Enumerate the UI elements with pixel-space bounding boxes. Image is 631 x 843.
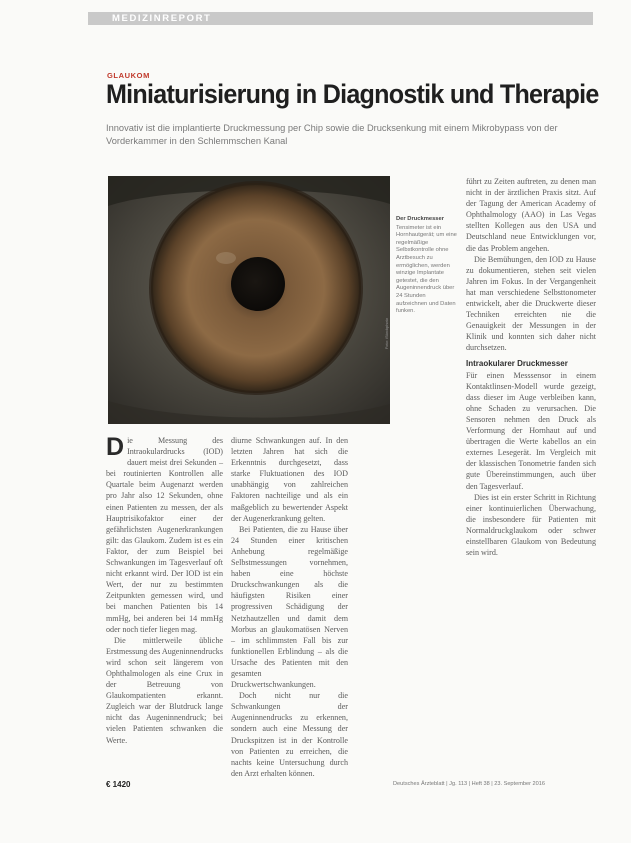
paragraph: Die Bemühungen, den IOD zu Hause zu dokumentieren, stehen seit vielen Jahren im Fokus. In der Vergangenheit hat man verschiedene Selbsttonometer entwickelt, aber die Druckwerte dieser Techniken erreichten nie die Genauigkeit der Messungen in der Klinik und konnten sich daher nicht durchsetzen.	[466, 254, 596, 353]
paragraph: Bei Patienten, die zu Hause über 24 Stunden einer kritischen Anhebung regelmäßige Selbstmessungen vornehmen, haben eine höchste Druckschwankungen als die häufigsten Risiken einer progressiven Schädigung der Netzhautzellen und damit dem Morbus an glaukomatösen Nerven – im schlimmsten Fall bis zur funktionellen Erblindung – als die Ursache des Patienten mit den gesamten Druckwertschwankungen.	[231, 524, 348, 690]
section-label: MEDIZINREPORT	[112, 13, 212, 24]
drop-cap: D	[106, 433, 125, 461]
paragraph: Die mittlerweile übliche Erstmessung des Augeninnendrucks wird schon seit längerem von Ophthalmologen als eine Crux in der Betreuung von Glaukompatienten erkannt. Zugleich war der Blutdruck lange nicht das Augeninnendruck; bei vielen Patienten schwanken die Werte.	[106, 635, 223, 745]
paragraph	[106, 435, 223, 635]
eye-photo	[108, 176, 390, 424]
photo-credit: Foto: iStockphoto	[384, 318, 389, 350]
body-column-1	[106, 435, 223, 746]
body-column-2	[231, 435, 348, 779]
caption-title: Der Druckmesser	[396, 216, 445, 222]
image-caption	[396, 216, 458, 316]
publication-source: Deutsches Ärzteblatt | Jg. 113 | Heft 38 | 23. September 2016	[393, 781, 545, 787]
paragraph: Doch nicht nur die Schwankungen der Augeninnendrucks zu erkennen, sondern auch eine Messung der Druckspitzen ist in der Kontrolle von Patienten zu erreichen, die nachts keine Untersuchung durch den Arzt erhalten können.	[231, 691, 348, 778]
paragraph: diurne Schwankungen auf. In den letzten Jahren hat sich die Erkenntnis durchgesetzt, dass starke Fluktuationen des IOD unabhängig von zahlreichen Faktoren nachteilige und als ein maßgeblich zu bewertender Aspekt der Augenerkrankung gelten.	[231, 436, 348, 523]
article-title: Miniaturisierung in Diagnostik und Therapie	[106, 79, 599, 109]
column-subheading: Intraokularer Druckmesser	[466, 358, 568, 368]
eye-illustration	[108, 176, 390, 424]
paragraph-text: ie Messung des Intraokulardrucks (IOD) dauert meist drei Sekunden – bei routinierten Kontrollen alle Quartale beim Augenarzt werden pro Jahr also 12 Sekunden, ohne einen Patienten zu messen, der als Hauptrisikofaktor einer der gefährlichsten Augenerkrankungen gilt: das Glaukom. Zudem ist es ein Faktor, der zum Beispiel bei Schwankungen im Tagesverlauf oft nicht erkannt wird. Der IOD ist ein Wert, der nur zu bestimmten Zeitpunkten gemessen wird, und bei manchen Patienten bis 14 mmHg, bei anderen bei 14 mmHg oder noch tiefer liegen mag.	[106, 436, 223, 634]
body-column-3	[466, 176, 596, 558]
article-kicker: GLAUKOM	[107, 71, 150, 80]
page-number: € 1420	[106, 780, 131, 789]
paragraph: Dies ist ein erster Schritt in Richtung einer kontinuierlichen Überwachung, die insbesondere für Patienten mit Normaldruckglaukom oder schwer einstellbaren Glaukom von Bedeutung sein wird.	[466, 492, 596, 558]
article-subtitle: Innovativ ist die implantierte Druckmessung per Chip sowie die Drucksenkung mit einem Mikrobypass von der Vorderkammer in den Schlemmschen Kanal	[106, 123, 558, 146]
caption-text: Tensimeter ist ein Hornhautgerät; um eine regelmäßige Selbstkontrolle ohne Arztbesuch zu ermöglichen, werden winzige Implantate getestet, die den Augeninnendruck über 24 Stunden aufzeichnen und Daten funken.	[396, 224, 457, 315]
paragraph: führt zu Zeiten auftreten, zu denen man nicht in der ärztlichen Praxis sitzt. Auf der Tagung der American Academy of Ophthalmology (AAO) in Las Vegas stellten Kollegen aus den USA und Deutschland neue Entwicklungen vor, die das Problem angehen.	[466, 177, 596, 253]
paragraph: Für einen Messsensor in einem Kontaktlinsen-Modell wurde gezeigt, dass dieser im Auge verbleiben kann, ohne Schaden zu verursachen. Die Sensoren nehmen den Druck als Verformung der Hornhaut auf und übertragen die Werte kabellos an ein externes Lesegerät. Im Vergleich mit der klassischen Tonometrie fanden sich gute Übereinstimmungen, auch über den Tagesverlauf.	[466, 370, 596, 491]
